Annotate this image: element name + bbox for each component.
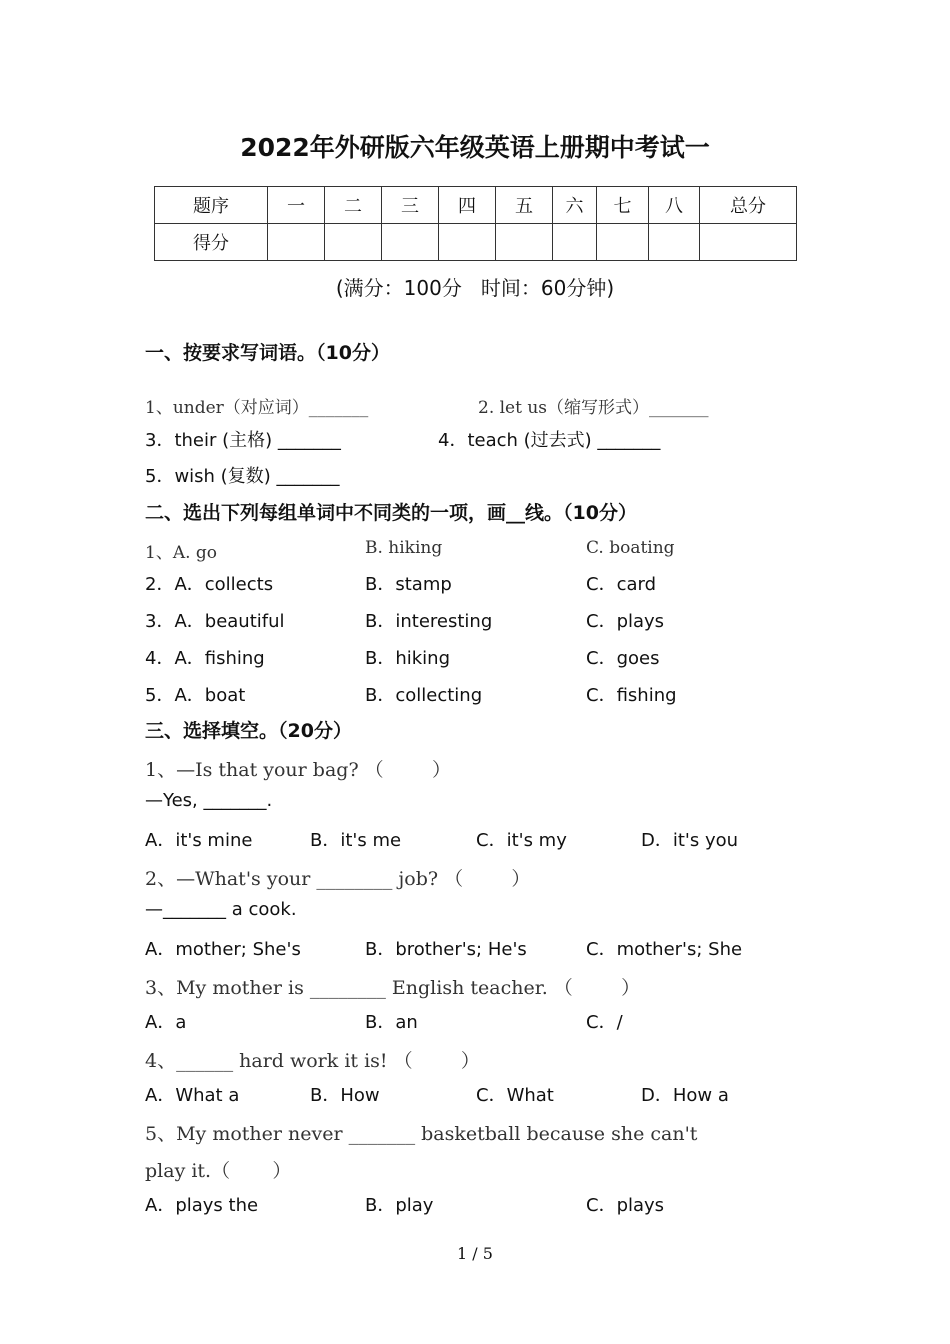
s3-q4-option-d: D．How a	[641, 1085, 729, 1106]
s3-q1-stem: 1、—Is that your bag? （ ）	[145, 759, 451, 781]
s2-option-b: B．interesting	[365, 611, 493, 632]
s2-option-a: 4．A．fishing	[145, 648, 265, 669]
s3-q3-stem: 3、My mother is ________ English teacher. （ ）	[145, 977, 641, 999]
s3-q3-option-a: A．a	[145, 1012, 187, 1033]
score-table-header-cell: 题序	[155, 187, 268, 224]
s3-q1-option-b: B．it's me	[310, 830, 402, 851]
s2-option-b: B．hiking	[365, 648, 451, 669]
page-number: 1 / 5	[457, 1244, 493, 1263]
score-table-header-cell: 六	[553, 187, 597, 224]
s3-q2-stem: 2、—What's your ________ job? （ ）	[145, 868, 531, 890]
s3-q4-option-a: A．What a	[145, 1085, 240, 1106]
section1-heading: 一、按要求写词语。（10分）	[145, 342, 390, 364]
s1-question-5: 5．wish (复数) _______	[145, 466, 340, 487]
s2-option-a: 5．A．boat	[145, 685, 246, 706]
s3-q2-option-b: B．brother's; He's	[365, 939, 527, 960]
score-table-header-cell: 四	[439, 187, 496, 224]
s1-question-2: 2. let us（缩写形式）_______	[478, 398, 709, 418]
exam-meta: (满分：100分 时间：60分钟)	[335, 276, 615, 300]
score-cell[interactable]	[496, 224, 553, 261]
page-title: 2022年外研版六年级英语上册期中考试一	[240, 133, 710, 162]
s3-q5-option-b: B．play	[365, 1195, 434, 1216]
s2-option-a: 1、A. go	[145, 543, 218, 563]
s3-q4-option-b: B．How	[310, 1085, 380, 1106]
score-cell[interactable]	[325, 224, 382, 261]
s3-q1-option-a: A．it's mine	[145, 830, 253, 851]
score-table-header-cell: 五	[496, 187, 553, 224]
s2-option-a: 3．A．beautiful	[145, 611, 285, 632]
s2-option-b: B．stamp	[365, 574, 452, 595]
s2-option-b: B. hiking	[365, 538, 443, 558]
score-table-header-cell: 七	[597, 187, 649, 224]
score-table-header-cell: 三	[382, 187, 439, 224]
s1-question-3: 3．their (主格) _______	[145, 430, 341, 451]
s1-question-4: 4．teach (过去式) _______	[438, 430, 661, 451]
s2-option-b: B．collecting	[365, 685, 483, 706]
s3-q1-option-c: C．it's my	[476, 830, 567, 851]
s2-option-c: C. boating	[586, 538, 675, 558]
score-cell[interactable]	[439, 224, 496, 261]
s2-option-c: C．fishing	[586, 685, 677, 706]
section3-heading: 三、选择填空。（20分）	[145, 720, 352, 742]
s3-q2-response: —_______ a cook.	[145, 899, 297, 920]
score-table-header-cell: 一	[268, 187, 325, 224]
s3-q5-option-a: A．plays the	[145, 1195, 259, 1216]
score-table-score-row	[155, 224, 797, 261]
score-cell[interactable]	[597, 224, 649, 261]
s3-q1-response: —Yes, _______.	[145, 790, 273, 811]
s3-q2-option-c: C．mother's; She	[586, 939, 743, 960]
s1-question-1: 1、under（对应词）_______	[145, 398, 369, 418]
score-table-header-cell: 总分	[700, 187, 797, 224]
s3-q2-option-a: A．mother; She's	[145, 939, 301, 960]
score-row-label: 得分	[155, 224, 268, 261]
s3-q4-stem: 4、______ hard work it is! （ ）	[145, 1050, 480, 1072]
s3-q3-option-b: B．an	[365, 1012, 418, 1033]
score-table-header-cell: 八	[649, 187, 700, 224]
s3-q4-option-c: C．What	[476, 1085, 554, 1106]
score-cell[interactable]	[553, 224, 597, 261]
score-cell[interactable]	[382, 224, 439, 261]
score-table	[154, 186, 797, 261]
s3-q3-option-c: C．/	[586, 1012, 623, 1033]
score-cell[interactable]	[700, 224, 797, 261]
s2-option-c: C．goes	[586, 648, 660, 669]
s2-option-a: 2．A．collects	[145, 574, 274, 595]
s2-option-c: C．plays	[586, 611, 665, 632]
s2-option-c: C．card	[586, 574, 657, 595]
score-cell[interactable]	[649, 224, 700, 261]
s3-q5-stem-continued: play it.（ ）	[145, 1160, 292, 1182]
section2-heading: 二、选出下列每组单词中不同类的一项，画__线。（10分）	[145, 502, 637, 524]
score-table-header-cell: 二	[325, 187, 382, 224]
s3-q5-stem: 5、My mother never _______ basketball because she can't	[145, 1123, 698, 1145]
s3-q5-option-c: C．plays	[586, 1195, 665, 1216]
score-cell[interactable]	[268, 224, 325, 261]
s3-q1-option-d: D．it's you	[641, 830, 739, 851]
score-table-header-row	[155, 187, 797, 224]
